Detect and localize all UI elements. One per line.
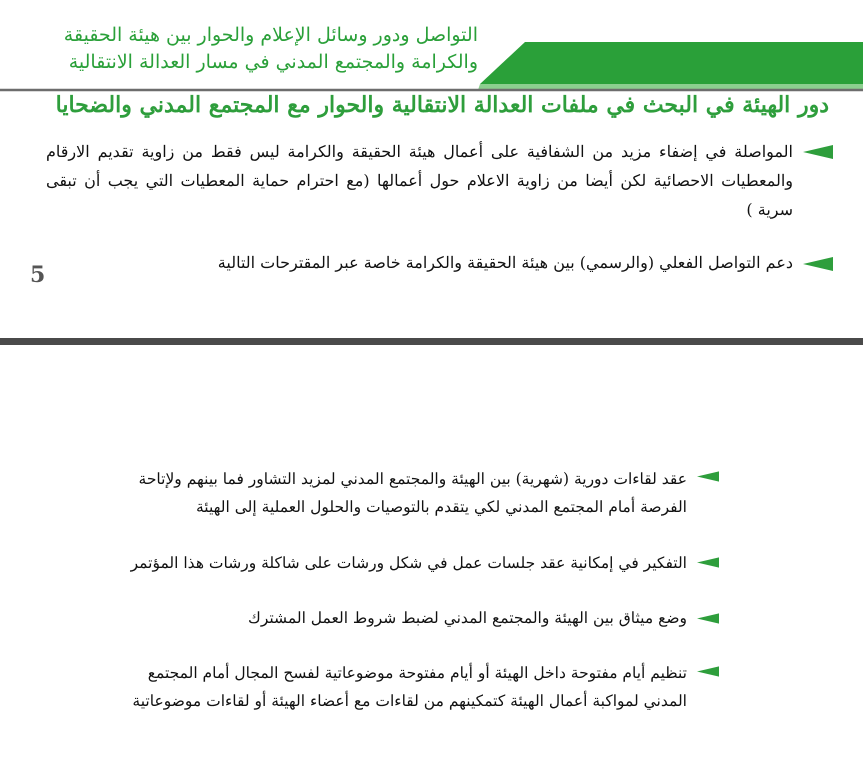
proposal-periodic-meetings — [139, 465, 687, 521]
bullet-arrow-icon — [697, 613, 719, 624]
slide-divider — [0, 338, 863, 345]
proposal-open-days — [132, 659, 687, 715]
slide-subtitle: دور الهيئة في البحث في ملفات العدالة الانتقالية والحوار مع المجتمع المدني والضحايا — [55, 92, 829, 118]
page-number: 5 — [30, 262, 46, 288]
bullet-arrow-icon — [697, 557, 719, 568]
header-title-line1: التواصل ودور وسائل الإعلام والحوار بين هيئة الحقيقة — [63, 24, 478, 46]
header-title-line2: والكرامة والمجتمع المدني في مسار العدالة الانتقالية — [68, 51, 478, 73]
proposal-line: المدني لمواكبة أعمال الهيئة كتمكينهم من لقاءات مع أعضاء الهيئة أو لقاءات موضوعاتية — [132, 692, 687, 710]
bullet-arrow-icon — [697, 666, 719, 677]
bullet-transparency: المواصلة في إضفاء مزيد من الشفافية على أعمال هيئة الحقيقة والكرامة ليس فقط من زاوية تقديم الارقام والمعطيات الاحصائية لكن أيضا من زاوية الاعلام حول أعمالها (مع احترام حماية المعطيات التي يجب أن تبقى سرية ) — [46, 142, 793, 219]
proposal-charter: وضع ميثاق بين الهيئة والمجتمع المدني لضبط شروط العمل المشترك — [248, 609, 687, 627]
proposal-line: تنظيم أيام مفتوحة داخل الهيئة أو أيام مفتوحة موضوعاتية لفسح المجال أمام المجتمع — [147, 664, 687, 682]
proposal-line: الفرصة أمام المجتمع المدني لكي يتقدم بالتوصيات والحلول العملية إلى الهيئة — [196, 498, 687, 516]
proposal-workshops: التفكير في إمكانية عقد جلسات عمل في شكل ورشات على شاكلة ورشات هذا المؤتمر — [130, 554, 687, 572]
slide-bottom — [0, 345, 863, 780]
slide-header-title — [8, 22, 478, 76]
bullet-communication: دعم التواصل الفعلي (والرسمي) بين هيئة الحقيقة والكرامة خاصة عبر المقترحات التالية — [217, 253, 793, 272]
bullet-arrow-icon — [803, 257, 833, 271]
bullet-arrow-icon — [697, 471, 719, 482]
proposal-line: عقد لقاءات دورية (شهرية) بين الهيئة والمجتمع المدني لمزيد التشاور فما بينهم ولإتاحة — [138, 470, 687, 488]
slide-top — [0, 0, 863, 338]
bullet-arrow-icon — [803, 145, 833, 159]
